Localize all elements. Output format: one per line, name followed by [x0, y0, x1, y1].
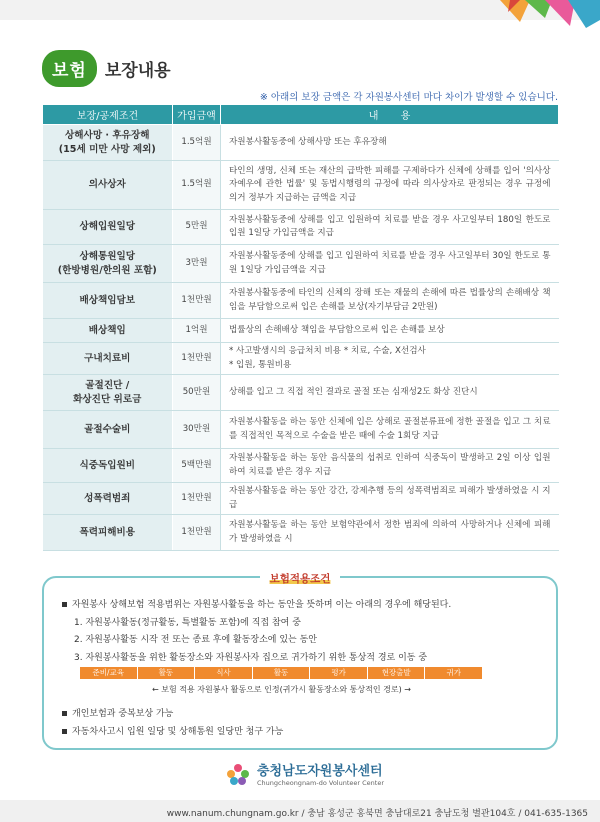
row-name: 골절진단 / 화상진단 위로금	[73, 380, 142, 405]
table-row	[43, 319, 559, 343]
conditions-extra: 자동차사고시 입원 일당 및 상해통원 일당만 청구 가능	[72, 727, 284, 737]
table-row	[43, 343, 559, 375]
flow-step: 식사	[195, 667, 253, 679]
section-heading	[42, 50, 171, 87]
table-header-amount: 가입금액	[173, 105, 221, 125]
bullet-icon	[62, 711, 67, 716]
bullet-icon	[62, 729, 67, 734]
row-amount: 3만원	[173, 245, 221, 283]
table-row	[43, 161, 559, 210]
row-desc: 자원봉사활동중에 타인의 신체의 장해 또는 재물의 손해에 따른 법률상의 손해배상 책임을 부담함으로써 입은 손해를 보상(자기부담금 2만원)	[229, 288, 551, 312]
row-desc: 자원봉사활동을 하는 동안 강간, 강제추행 등의 성폭력범죄로 피해가 발생하였을 시 지급	[229, 486, 551, 510]
row-amount: 1천만원	[173, 483, 221, 515]
flow-step: 평가	[310, 667, 368, 679]
heading-label: 보장내용	[104, 61, 171, 81]
row-amount: 5백만원	[173, 449, 221, 483]
row-amount: 1.5억원	[173, 161, 221, 210]
conditions-intro: 자원봉사 상해보험 적용범위는 자원봉사활동을 하는 동안을 뜻하며 이는 아래의 경우에 해당된다.	[72, 600, 452, 610]
row-amount: 30만원	[173, 411, 221, 449]
activity-flow	[80, 667, 483, 679]
heading-pill: 보험	[42, 50, 97, 87]
table-row	[43, 515, 559, 551]
row-desc: 자원봉사활동중에 상해사망 또는 후유장해	[229, 136, 387, 147]
conditions-item: 3. 자원봉사활동을 위한 활동장소와 자원봉사자 집으로 귀가하기 위한 통상적 경로 이동 중	[74, 653, 428, 663]
row-amount: 1천만원	[173, 283, 221, 319]
row-amount: 1천만원	[173, 515, 221, 551]
row-name: 상해사망 · 후유장해 (15세 미만 사망 제외)	[58, 130, 156, 155]
row-amount: 1천만원	[173, 343, 221, 375]
footer-text: www.nanum.chungnam.go.kr / 충남 홍성군 홍북면 충남대로21 충남도청 별관104호 / 041-635-1365	[166, 809, 588, 819]
flow-step: 현장출발	[368, 667, 426, 679]
conditions-extra: 개인보험과 중복보상 가능	[72, 709, 174, 719]
conditions-item: 1. 자원봉사활동(정규활동, 특별활동 포함)에 직접 참여 중	[74, 618, 301, 628]
row-name: 폭력피해비용	[79, 526, 136, 538]
logo-subtitle: Chungcheongnam-do Volunteer Center	[257, 779, 385, 787]
row-name: 구내치료비	[84, 352, 131, 364]
row-name: 배상책임	[88, 324, 126, 336]
row-name: 상해입원일당	[79, 221, 136, 233]
flow-step: 귀가	[425, 667, 483, 679]
row-amount: 50만원	[173, 375, 221, 411]
table-header-content: 내 용	[221, 105, 559, 125]
row-name: 골절수술비	[84, 423, 131, 435]
row-desc: 자원봉사활동을 하는 동안 음식물의 섭취로 인하여 식중독이 발생하고 2일 이상 입원하여 치료를 받은 경우 지급	[229, 453, 551, 477]
table-row	[43, 375, 559, 411]
flow-note: ← 보험 적용 자원봉사 활동으로 인정(귀가시 활동장소와 통상적인 경로) →	[152, 685, 411, 694]
table-row	[43, 449, 559, 483]
row-desc: 상해를 입고 그 직접 적인 결과로 골절 또는 심재성2도 화상 진단시	[229, 386, 478, 397]
table-row	[43, 283, 559, 319]
table-row	[43, 483, 559, 515]
corner-decoration-icon	[490, 0, 600, 30]
conditions-extra-line	[62, 724, 283, 737]
row-amount: 1억원	[173, 319, 221, 343]
row-name: 배상책임담보	[79, 294, 136, 306]
logo-name: 충청남도자원봉사센터	[257, 764, 383, 779]
table-row	[43, 210, 559, 245]
row-name: 상해통원일당 (한방병원/한의원 포함)	[57, 251, 157, 276]
row-name: 식중독입원비	[79, 459, 136, 471]
row-desc: 자원봉사활동중에 상해를 입고 입원하여 치료를 받을 경우 사고일부터 30일 한도로 통원 1일당 가입금액을 지급	[229, 251, 551, 275]
row-desc: 법률상의 손해배상 책임을 부담함으로써 입은 손해를 보상	[229, 324, 445, 335]
flow-step: 준비/교육	[80, 667, 138, 679]
flower-logo-icon	[225, 762, 251, 786]
conditions-intro-line	[62, 597, 451, 610]
table-row	[43, 125, 559, 161]
row-desc: 자원봉사활동을 하는 동안 신체에 입은 상해로 골절분류표에 정한 골절을 입고 그 치료를 직접적인 목적으로 수술을 받은 때에 수술 1회당 지급	[229, 417, 551, 441]
bullet-icon	[62, 602, 67, 607]
flow-step: 활동	[138, 667, 196, 679]
row-desc: * 사고발생시의 응급처치 비용 * 치료, 수술, X선검사 * 입원, 통원비용	[229, 346, 426, 370]
conditions-item: 2. 자원봉사활동 시작 전 또는 종료 후에 활동장소에 있는 동안	[74, 635, 317, 645]
conditions-title: 보험적용조건	[260, 571, 341, 586]
row-name: 의사상자	[88, 179, 126, 191]
row-desc: 자원봉사활동중에 상해를 입고 입원하여 치료를 받을 경우 사고일부터 180일 한도로 입원 1일당 가입금액을 지급	[229, 214, 551, 238]
center-logo	[225, 760, 384, 787]
row-amount: 1.5억원	[173, 125, 221, 161]
row-name: 성폭력범죄	[84, 492, 131, 504]
coverage-note: ※ 아래의 보장 금액은 각 자원봉사센터 마다 차이가 발생할 수 있습니다.	[259, 92, 558, 103]
table-header-condition: 보장/공제조건	[43, 105, 173, 125]
row-desc: 자원봉사활동을 하는 동안 보험약관에서 정한 범죄에 의하여 사망하거나 신체에 피해가 발생하였을 시	[229, 520, 551, 544]
flow-step: 활동	[253, 667, 311, 679]
coverage-table	[42, 104, 559, 551]
table-row	[43, 411, 559, 449]
row-desc: 타인의 생명, 신체 또는 재산의 급박한 피해를 구제하다가 신체에 상해를 입어 '의사상자예우에 관한 법률' 및 동법시행령의 규정에 따라 의사상자로 판정되는 경우 규정에 의거 정부가 지급하는 금액을 지급	[229, 165, 551, 203]
conditions-extra-line	[62, 706, 173, 719]
table-row	[43, 245, 559, 283]
row-amount: 5만원	[173, 210, 221, 245]
